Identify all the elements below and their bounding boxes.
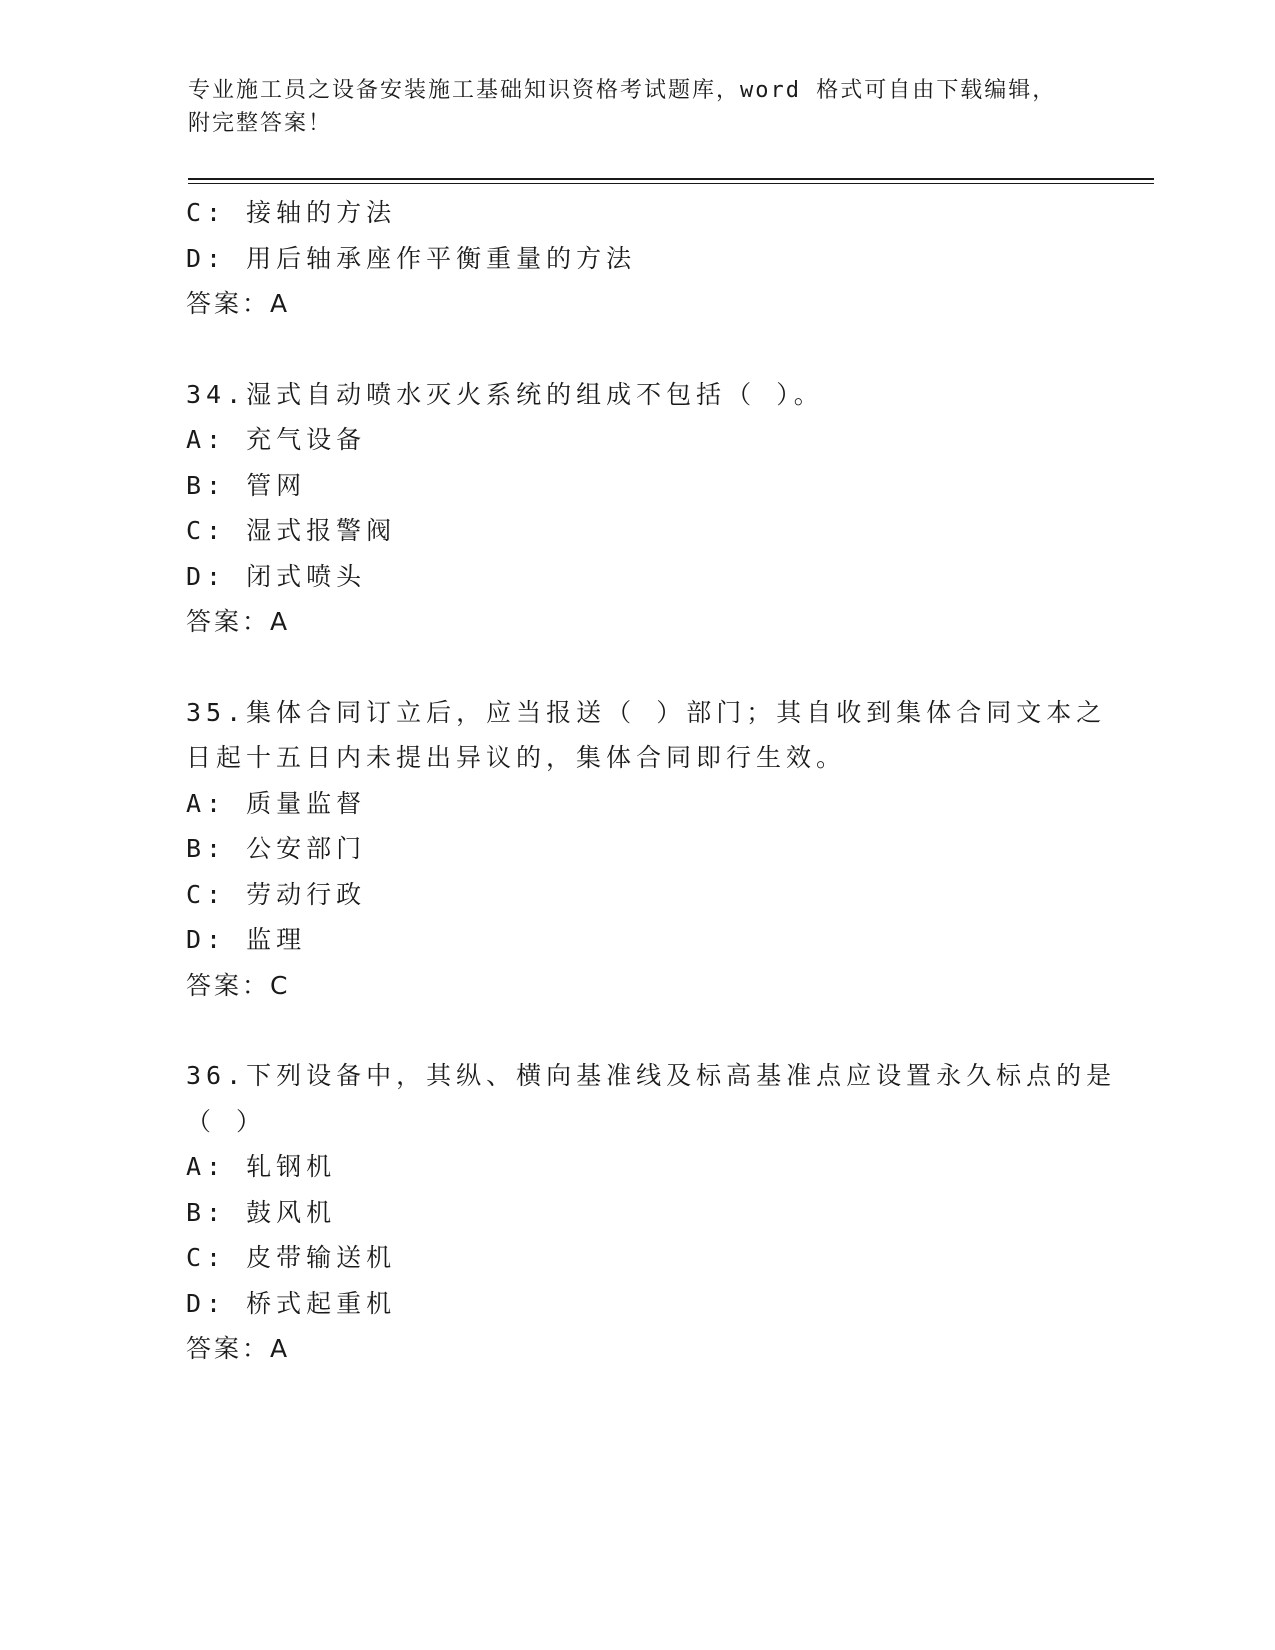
question-stem-cont: 日起十五日内未提出异议的，集体合同即行生效。 (186, 743, 847, 772)
question-33-tail (186, 190, 1086, 327)
question-stem: 34.湿式自动喷水灭火系统的组成不包括（ ）。 (186, 379, 824, 409)
answer-line: 答案：A (186, 289, 291, 318)
header-divider-thick (188, 178, 1154, 180)
option-d: D: 监理 (186, 925, 307, 954)
option-b: B: 公安部门 (186, 834, 367, 863)
option-a: A: 轧钢机 (186, 1152, 337, 1181)
option-d: D: 闭式喷头 (186, 561, 367, 591)
question-36 (186, 1053, 1117, 1372)
spacer (186, 327, 1086, 372)
option-c: C: 皮带输送机 (186, 1243, 397, 1272)
header-divider-thin (188, 183, 1154, 184)
option-c: C: 湿式报警阀 (186, 516, 397, 545)
option-d: D: 桥式起重机 (186, 1288, 397, 1318)
question-stem: 36.下列设备中，其纵、横向基准线及标高基准点应设置永久标点的是 (186, 1061, 1117, 1090)
option-c: C: 劳动行政 (186, 879, 367, 909)
document-header (188, 74, 1088, 140)
answer-line: 答案：A (186, 1334, 291, 1363)
question-stem-cont: （ ） (186, 1106, 267, 1136)
header-line-1: 专业施工员之设备安装施工基础知识资格考试题库，word 格式可自由下载编辑， (188, 78, 1057, 103)
option-a: A: 质量监督 (186, 788, 367, 818)
spacer (186, 1008, 1086, 1053)
option-b: B: 鼓风机 (186, 1197, 337, 1227)
option-c: C: 接轴的方法 (186, 198, 397, 227)
option-b: B: 管网 (186, 470, 307, 500)
question-34 (186, 372, 1086, 645)
question-list (186, 190, 1117, 1372)
question-stem: 35.集体合同订立后，应当报送（ ）部门；其自收到集体合同文本之 (186, 697, 1107, 727)
option-a: A: 充气设备 (186, 425, 367, 454)
header-line-2: 附完整答案！ (188, 111, 333, 136)
answer-line: 答案：C (186, 970, 291, 1000)
option-d: D: 用后轴承座作平衡重量的方法 (186, 243, 637, 273)
answer-line: 答案：A (186, 607, 291, 636)
question-35 (186, 690, 1107, 1009)
spacer (186, 645, 1086, 690)
